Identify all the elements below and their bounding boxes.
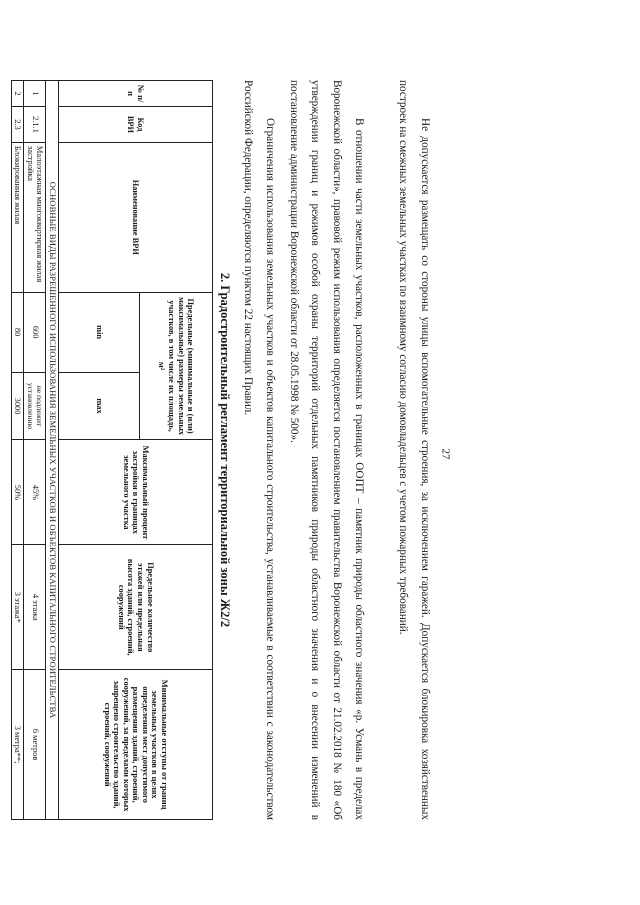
table-row [24,81,46,820]
section-heading: 2. Градостроительный регламент территориальной зоны Ж2/2 [218,272,232,628]
header-name: Наименование ВРИ [59,142,213,292]
header-size-group: Предельные (минимальные и (или) максимальные) размеры земельных участков, в том числе их площадь, м² [140,292,213,440]
cell-max: 3000 [11,372,24,440]
table-row [11,81,24,820]
header-floors: Предельное количество этажей или предельная высота зданий, строений, сооружений [59,545,213,670]
cell-setback: 6 метров [24,670,46,820]
cell-code: 2.1.1 [24,106,46,142]
header-min: min [59,292,140,372]
rotated-page-content [0,75,435,825]
header-setbacks: Минимальные отступы от границ земельных участков в целях определения мест допустимого размещения зданий, строений, сооружений, за пределами которых запрещено строительство зданий, строений, сооружений [59,670,213,820]
cell-min: 600 [24,292,46,372]
paragraph-restrictions: Ограничения использования земельных участков и объектов капитального строительства, устанавливаемые в соответствии с законодательством Российской Федерации, определяются пунктом 22 настоящих Правил. [242,80,276,820]
header-max: max [59,372,140,440]
cell-num: 2 [11,81,24,107]
paragraph-outbuildings: Не допускается размещать со стороны улицы вспомогательные строения, за исключением гаражей. Допускается блокировка хозяйственных построек на смежных земельных участках по взаимному согласию домовладельцев с учетом пожарных требований. [397,80,431,820]
cell-min: 80 [11,292,24,372]
cell-name: Малоэтажная многоквартирная жилая застройка [24,142,46,292]
cell-setback: 3 метра**; [11,670,24,820]
cell-floors: 4 этажа [24,545,46,670]
header-num: № п/п [59,81,213,107]
cell-code: 2.3 [11,106,24,142]
paragraph-protected-area: В отношении части земельных участков, расположенных в границах ООПТ – памятник природы областного значения «р. Усмань в пределах Воронежской области», правовой режим использования определяется постановлением правительства Воронежской области от 21.02.2018 № 180 «Об утверждении границ и режимов особой охраны территорий отдельных памятников природы областного значения и о внесении изменений в постановление администрации Воронежской области от 28.05.1998 № 500». [287,80,365,820]
regulation-table [11,80,213,820]
cell-percent: 50% [11,440,24,545]
header-code: Код ВРИ [59,106,213,142]
header-max-percent: Максимальный процент застройки в границах земельного участка [59,440,213,545]
cell-floors: 3 этажа* [11,545,24,670]
cell-percent: 45% [24,440,46,545]
section-row-main-uses: ОСНОВНЫЕ ВИДЫ РАЗРЕШЕННОГО ИСПОЛЬЗОВАНИЯ ЗЕМЕЛЬНЫХ УЧАСТКОВ И ОБЪЕКТОВ КАПИТАЛЬНОГО СТРОИТЕЛЬСТВА [46,81,59,820]
page-number: 27 [439,448,452,460]
cell-name: Блокированная жилая [11,142,24,292]
cell-max: не подлежит установлению [24,372,46,440]
cell-num: 1 [24,81,46,107]
